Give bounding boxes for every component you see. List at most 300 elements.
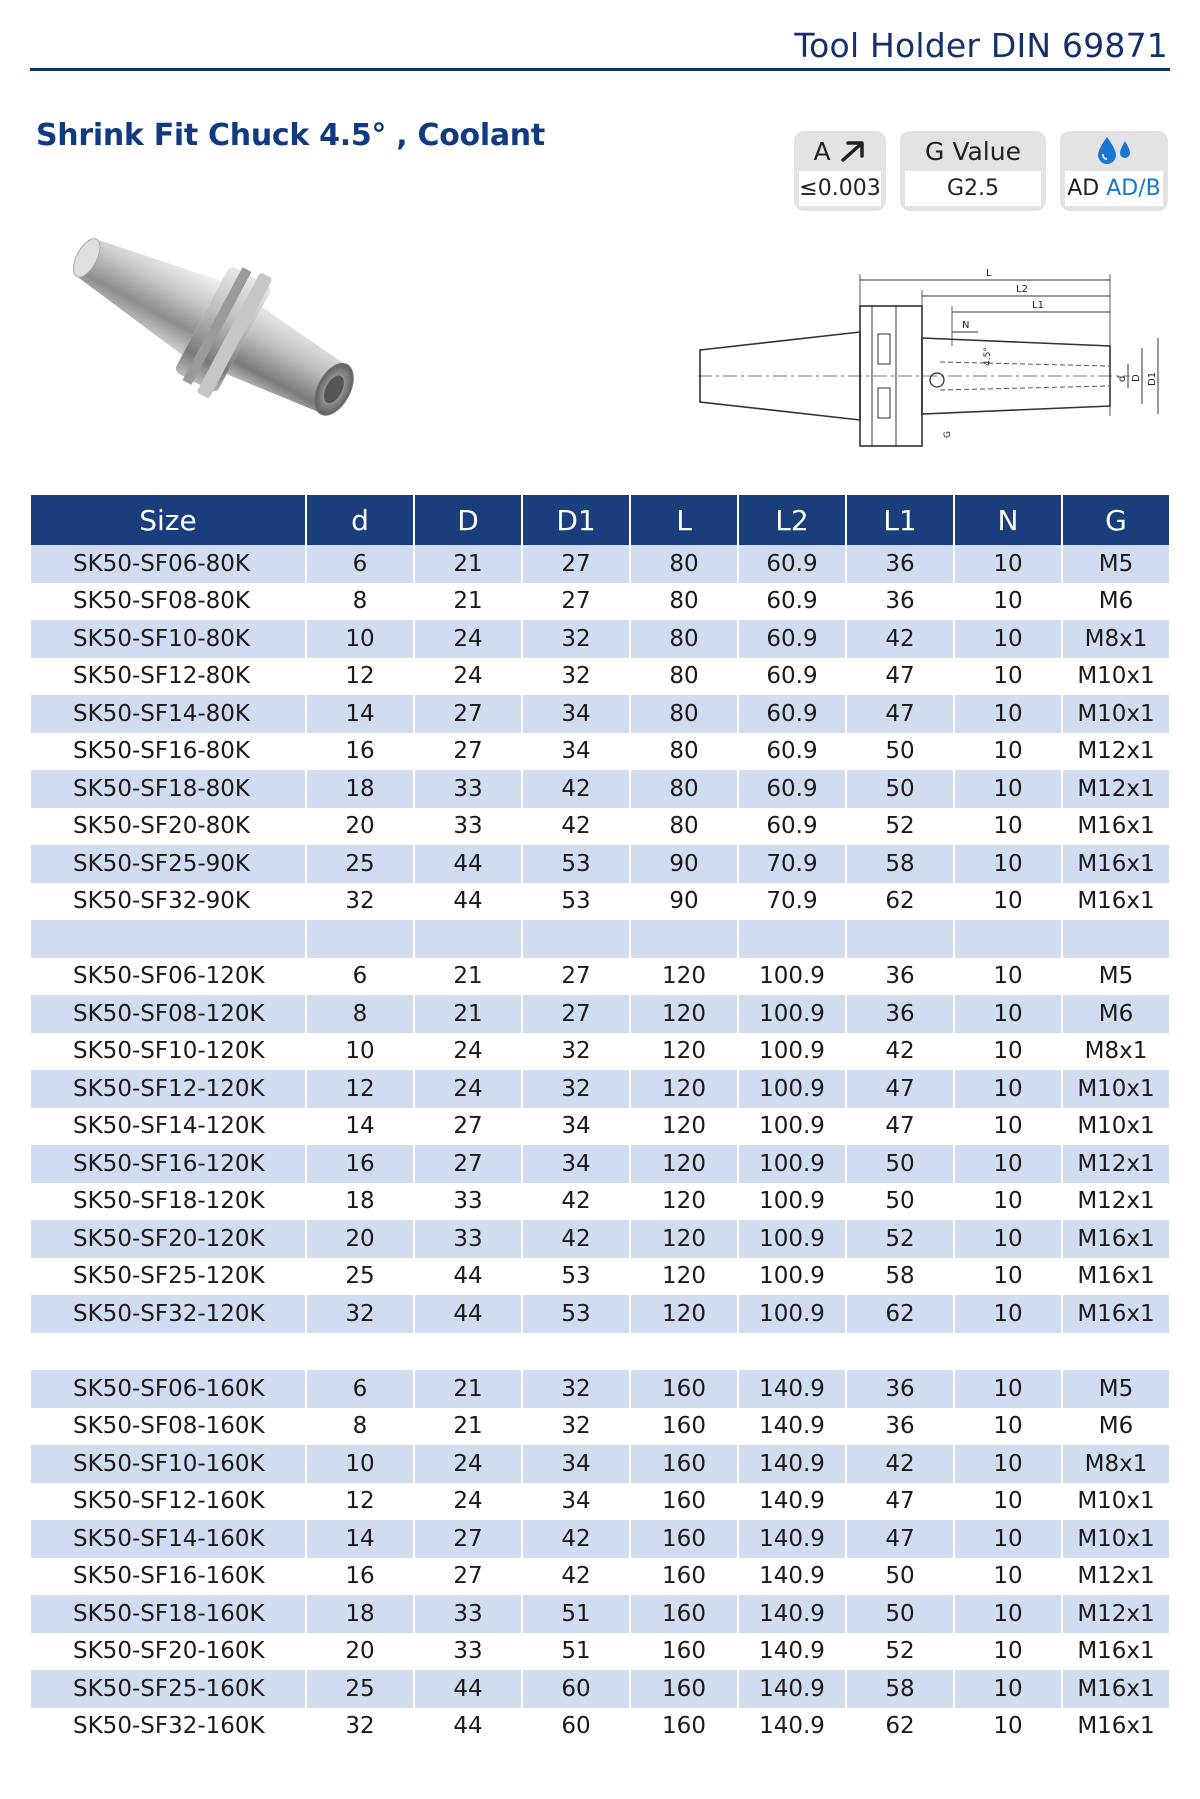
cell-size: SK50-SF18-80K <box>31 770 306 808</box>
cell-L1: 47 <box>846 1108 954 1146</box>
table-row <box>31 1183 1169 1221</box>
cell-G: M16x1 <box>1062 1633 1169 1671</box>
cell-G: M16x1 <box>1062 883 1169 921</box>
cell-L: 160 <box>630 1708 738 1746</box>
cell-L1: 52 <box>846 1633 954 1671</box>
cell-d: 6 <box>306 545 414 583</box>
cell-d: 18 <box>306 1183 414 1221</box>
cell-L2 <box>738 920 846 958</box>
cell-L: 160 <box>630 1633 738 1671</box>
cell-size: SK50-SF06-160K <box>31 1370 306 1408</box>
cell-G: M5 <box>1062 545 1169 583</box>
cell-size: SK50-SF20-160K <box>31 1633 306 1671</box>
cell-D: 27 <box>414 1558 522 1596</box>
cell-N: 10 <box>954 1370 1062 1408</box>
table-header-row <box>31 495 1169 545</box>
cell-D1: 32 <box>522 658 630 696</box>
cell-L2: 60.9 <box>738 545 846 583</box>
cell-N: 10 <box>954 695 1062 733</box>
cell-N: 10 <box>954 958 1062 996</box>
cell-size: SK50-SF14-160K <box>31 1520 306 1558</box>
cell-L1: 36 <box>846 1408 954 1446</box>
cell-D1: 53 <box>522 883 630 921</box>
cell-D1: 32 <box>522 1408 630 1446</box>
cell-D: 21 <box>414 995 522 1033</box>
cell-L2: 60.9 <box>738 770 846 808</box>
column-header-d: d <box>306 495 414 545</box>
runout-arrow-icon <box>839 139 867 163</box>
cell-L2: 100.9 <box>738 995 846 1033</box>
drawing-label-D: D <box>1131 374 1142 382</box>
cell-size: SK50-SF08-120K <box>31 995 306 1033</box>
cell-D1: 53 <box>522 1295 630 1333</box>
cell-size: SK50-SF20-80K <box>31 808 306 846</box>
cell-L1: 50 <box>846 1145 954 1183</box>
cell-G: M12x1 <box>1062 1183 1169 1221</box>
cell-d: 32 <box>306 1708 414 1746</box>
cell-L2: 140.9 <box>738 1633 846 1671</box>
cell-G: M10x1 <box>1062 1520 1169 1558</box>
cell-size: SK50-SF18-160K <box>31 1595 306 1633</box>
table-row <box>31 770 1169 808</box>
cell-L1: 58 <box>846 845 954 883</box>
cell-L2: 140.9 <box>738 1483 846 1521</box>
cell-G: M12x1 <box>1062 1595 1169 1633</box>
table-row <box>31 1070 1169 1108</box>
cell-L1: 50 <box>846 733 954 771</box>
cell-D1: 53 <box>522 845 630 883</box>
cell-L2: 140.9 <box>738 1708 846 1746</box>
cell-N: 10 <box>954 1445 1062 1483</box>
cell-d: 8 <box>306 995 414 1033</box>
cell-G <box>1062 920 1169 958</box>
column-header-D: D <box>414 495 522 545</box>
table-row <box>31 1220 1169 1258</box>
cell-N: 10 <box>954 1033 1062 1071</box>
cell-N: 10 <box>954 1520 1062 1558</box>
cell-D1: 32 <box>522 1033 630 1071</box>
drawing-label-N: N <box>962 320 970 331</box>
cell-L: 160 <box>630 1558 738 1596</box>
cell-L: 160 <box>630 1408 738 1446</box>
cell-D1: 34 <box>522 695 630 733</box>
cell-N: 10 <box>954 733 1062 771</box>
cell-D <box>414 1333 522 1371</box>
cell-size: SK50-SF12-80K <box>31 658 306 696</box>
cell-G: M8x1 <box>1062 620 1169 658</box>
cell-L2: 140.9 <box>738 1520 846 1558</box>
cell-D <box>414 920 522 958</box>
cell-L2: 60.9 <box>738 658 846 696</box>
table-row <box>31 1295 1169 1333</box>
cell-L: 160 <box>630 1670 738 1708</box>
cell-L1: 36 <box>846 1370 954 1408</box>
cell-G: M10x1 <box>1062 695 1169 733</box>
drawing-label-L2: L2 <box>1016 284 1028 295</box>
cell-L1: 52 <box>846 1220 954 1258</box>
cell-L: 120 <box>630 1070 738 1108</box>
cell-D: 44 <box>414 1295 522 1333</box>
cell-N: 10 <box>954 1558 1062 1596</box>
cell-size: SK50-SF32-90K <box>31 883 306 921</box>
table-row <box>31 1033 1169 1071</box>
cell-L2: 60.9 <box>738 695 846 733</box>
cell-D: 33 <box>414 1183 522 1221</box>
cell-N: 10 <box>954 1708 1062 1746</box>
cell-N: 10 <box>954 1183 1062 1221</box>
cell-L1: 47 <box>846 695 954 733</box>
balance-badge <box>900 131 1046 211</box>
cell-D: 27 <box>414 1145 522 1183</box>
cell-d: 14 <box>306 1520 414 1558</box>
cell-N <box>954 920 1062 958</box>
cell-G: M12x1 <box>1062 1558 1169 1596</box>
cell-L1: 36 <box>846 583 954 621</box>
cell-G: M8x1 <box>1062 1033 1169 1071</box>
cell-size: SK50-SF12-160K <box>31 1483 306 1521</box>
cell-L: 120 <box>630 958 738 996</box>
column-header-L2: L2 <box>738 495 846 545</box>
cell-N: 10 <box>954 1070 1062 1108</box>
table-row <box>31 1520 1169 1558</box>
cell-D1: 34 <box>522 1108 630 1146</box>
cell-D: 24 <box>414 658 522 696</box>
cell-L1: 47 <box>846 1483 954 1521</box>
table-row <box>31 583 1169 621</box>
cell-D1: 51 <box>522 1595 630 1633</box>
cell-N: 10 <box>954 1595 1062 1633</box>
table-row <box>31 920 1169 958</box>
cell-D: 44 <box>414 845 522 883</box>
cell-L1: 36 <box>846 995 954 1033</box>
table-row <box>31 620 1169 658</box>
cell-size: SK50-SF16-80K <box>31 733 306 771</box>
table-row <box>31 1370 1169 1408</box>
cell-size <box>31 1333 306 1371</box>
cell-size: SK50-SF10-80K <box>31 620 306 658</box>
cell-D: 24 <box>414 1483 522 1521</box>
table-row <box>31 883 1169 921</box>
cell-N: 10 <box>954 1483 1062 1521</box>
cell-G: M16x1 <box>1062 1220 1169 1258</box>
table-row <box>31 1558 1169 1596</box>
cell-D: 21 <box>414 545 522 583</box>
cell-L: 80 <box>630 733 738 771</box>
cell-D1: 34 <box>522 1145 630 1183</box>
cell-G: M6 <box>1062 1408 1169 1446</box>
cell-G <box>1062 1333 1169 1371</box>
cell-D1: 60 <box>522 1708 630 1746</box>
cell-size: SK50-SF06-80K <box>31 545 306 583</box>
cell-size: SK50-SF14-120K <box>31 1108 306 1146</box>
cell-D: 21 <box>414 583 522 621</box>
cell-L: 120 <box>630 1220 738 1258</box>
cell-D: 33 <box>414 1595 522 1633</box>
cell-L: 120 <box>630 1258 738 1296</box>
cell-D: 21 <box>414 958 522 996</box>
cell-D1: 42 <box>522 1558 630 1596</box>
cell-L1: 50 <box>846 1183 954 1221</box>
cell-d: 25 <box>306 1258 414 1296</box>
cell-L1: 52 <box>846 808 954 846</box>
cell-d: 12 <box>306 1070 414 1108</box>
table-row <box>31 845 1169 883</box>
cell-G: M16x1 <box>1062 1670 1169 1708</box>
cell-L <box>630 920 738 958</box>
cell-D1: 34 <box>522 1483 630 1521</box>
cell-D: 21 <box>414 1370 522 1408</box>
cell-D: 24 <box>414 1445 522 1483</box>
cell-D1: 42 <box>522 808 630 846</box>
cell-L2: 100.9 <box>738 1183 846 1221</box>
cell-d: 32 <box>306 883 414 921</box>
table-row <box>31 995 1169 1033</box>
cell-G: M10x1 <box>1062 1483 1169 1521</box>
coolant-badge <box>1060 131 1168 211</box>
cell-N: 10 <box>954 1295 1062 1333</box>
cell-D1: 27 <box>522 995 630 1033</box>
cell-size: SK50-SF16-120K <box>31 1145 306 1183</box>
cell-L2: 140.9 <box>738 1408 846 1446</box>
cell-d <box>306 920 414 958</box>
cell-N: 10 <box>954 1633 1062 1671</box>
cell-G: M12x1 <box>1062 733 1169 771</box>
cell-d: 20 <box>306 808 414 846</box>
cell-D1: 42 <box>522 1183 630 1221</box>
cell-L1: 58 <box>846 1670 954 1708</box>
cell-D: 33 <box>414 1220 522 1258</box>
cell-size <box>31 920 306 958</box>
cell-L1: 62 <box>846 1708 954 1746</box>
cell-D: 21 <box>414 1408 522 1446</box>
cell-D: 27 <box>414 1108 522 1146</box>
cell-N: 10 <box>954 1258 1062 1296</box>
cell-L2: 100.9 <box>738 1145 846 1183</box>
cell-L2: 100.9 <box>738 1258 846 1296</box>
cell-G: M5 <box>1062 1370 1169 1408</box>
coolant-value-ad: AD <box>1067 176 1100 201</box>
cell-D1 <box>522 1333 630 1371</box>
cell-L1: 50 <box>846 1595 954 1633</box>
cell-L1: 36 <box>846 545 954 583</box>
cell-N: 10 <box>954 545 1062 583</box>
cell-L2: 70.9 <box>738 883 846 921</box>
cell-L2: 100.9 <box>738 958 846 996</box>
table-row <box>31 1108 1169 1146</box>
drawing-label-D1: D1 <box>1147 371 1158 386</box>
cell-L2: 60.9 <box>738 620 846 658</box>
table-body <box>31 545 1169 1745</box>
cell-d <box>306 1333 414 1371</box>
runout-label: A <box>813 137 831 166</box>
cell-size: SK50-SF18-120K <box>31 1183 306 1221</box>
page-header-title: Tool Holder DIN 69871 <box>794 26 1168 65</box>
cell-d: 18 <box>306 1595 414 1633</box>
cell-L2: 60.9 <box>738 808 846 846</box>
cell-d: 10 <box>306 1445 414 1483</box>
cell-L2: 70.9 <box>738 845 846 883</box>
cell-L: 160 <box>630 1483 738 1521</box>
cell-G: M16x1 <box>1062 845 1169 883</box>
cell-L2: 100.9 <box>738 1220 846 1258</box>
cell-d: 10 <box>306 1033 414 1071</box>
cell-d: 8 <box>306 583 414 621</box>
cell-D1: 32 <box>522 620 630 658</box>
cell-L2: 140.9 <box>738 1445 846 1483</box>
cell-D: 24 <box>414 620 522 658</box>
table-row <box>31 1333 1169 1371</box>
table-row <box>31 1258 1169 1296</box>
cell-L: 80 <box>630 808 738 846</box>
cell-L: 80 <box>630 583 738 621</box>
cell-size: SK50-SF16-160K <box>31 1558 306 1596</box>
cell-N: 10 <box>954 583 1062 621</box>
cell-G: M16x1 <box>1062 1708 1169 1746</box>
cell-D1: 32 <box>522 1070 630 1108</box>
cell-D1: 32 <box>522 1370 630 1408</box>
cell-L1 <box>846 1333 954 1371</box>
technical-drawing <box>690 246 1170 476</box>
cell-L <box>630 1333 738 1371</box>
cell-N: 10 <box>954 845 1062 883</box>
table-row <box>31 1633 1169 1671</box>
cell-d: 10 <box>306 620 414 658</box>
product-photo <box>44 228 424 458</box>
cell-N <box>954 1333 1062 1371</box>
cell-L1: 42 <box>846 620 954 658</box>
cell-size: SK50-SF25-160K <box>31 1670 306 1708</box>
table-row <box>31 733 1169 771</box>
drawing-label-d: d <box>1117 375 1128 382</box>
cell-L2: 140.9 <box>738 1670 846 1708</box>
cell-L2: 100.9 <box>738 1070 846 1108</box>
cell-G: M16x1 <box>1062 808 1169 846</box>
cell-D1: 27 <box>522 583 630 621</box>
cell-G: M10x1 <box>1062 1108 1169 1146</box>
cell-D: 44 <box>414 1670 522 1708</box>
runout-value: ≤0.003 <box>799 171 881 206</box>
table-row <box>31 1445 1169 1483</box>
coolant-drops-icon <box>1094 135 1134 167</box>
cell-size: SK50-SF14-80K <box>31 695 306 733</box>
cell-D: 33 <box>414 770 522 808</box>
cell-N: 10 <box>954 1670 1062 1708</box>
column-header-size: Size <box>31 495 306 545</box>
cell-d: 25 <box>306 1670 414 1708</box>
table-row <box>31 808 1169 846</box>
cell-d: 12 <box>306 1483 414 1521</box>
cell-N: 10 <box>954 883 1062 921</box>
balance-value: G2.5 <box>905 171 1041 206</box>
cell-L: 120 <box>630 995 738 1033</box>
cell-D1: 53 <box>522 1258 630 1296</box>
cell-L2: 140.9 <box>738 1370 846 1408</box>
column-header-N: N <box>954 495 1062 545</box>
cell-N: 10 <box>954 658 1062 696</box>
cell-size: SK50-SF25-90K <box>31 845 306 883</box>
cell-L: 80 <box>630 545 738 583</box>
table-row <box>31 1408 1169 1446</box>
cell-d: 16 <box>306 733 414 771</box>
cell-L2: 60.9 <box>738 733 846 771</box>
table-row <box>31 1595 1169 1633</box>
cell-D: 27 <box>414 695 522 733</box>
cell-L: 120 <box>630 1108 738 1146</box>
cell-D1 <box>522 920 630 958</box>
cell-size: SK50-SF32-120K <box>31 1295 306 1333</box>
column-header-G: G <box>1062 495 1169 545</box>
cell-L: 80 <box>630 658 738 696</box>
cell-G: M16x1 <box>1062 1295 1169 1333</box>
cell-L2: 140.9 <box>738 1595 846 1633</box>
column-header-L: L <box>630 495 738 545</box>
cell-d: 6 <box>306 958 414 996</box>
cell-size: SK50-SF10-120K <box>31 1033 306 1071</box>
cell-D: 27 <box>414 733 522 771</box>
cell-G: M12x1 <box>1062 770 1169 808</box>
cell-L1: 47 <box>846 658 954 696</box>
table-row <box>31 1708 1169 1746</box>
table-row <box>31 1145 1169 1183</box>
cell-L2: 100.9 <box>738 1108 846 1146</box>
cell-size: SK50-SF10-160K <box>31 1445 306 1483</box>
cell-d: 16 <box>306 1558 414 1596</box>
cell-N: 10 <box>954 770 1062 808</box>
spec-table <box>31 495 1169 1745</box>
cell-size: SK50-SF06-120K <box>31 958 306 996</box>
cell-L1 <box>846 920 954 958</box>
cell-N: 10 <box>954 1220 1062 1258</box>
cell-G: M6 <box>1062 995 1169 1033</box>
cell-L1: 47 <box>846 1070 954 1108</box>
cell-L1: 50 <box>846 1558 954 1596</box>
cell-L1: 50 <box>846 770 954 808</box>
cell-L2 <box>738 1333 846 1371</box>
cell-D: 44 <box>414 883 522 921</box>
cell-size: SK50-SF25-120K <box>31 1258 306 1296</box>
cell-L: 120 <box>630 1145 738 1183</box>
cell-N: 10 <box>954 1145 1062 1183</box>
cell-D: 33 <box>414 808 522 846</box>
cell-L: 160 <box>630 1520 738 1558</box>
cell-N: 10 <box>954 995 1062 1033</box>
header-divider <box>30 68 1170 71</box>
cell-L1: 62 <box>846 883 954 921</box>
cell-L2: 100.9 <box>738 1033 846 1071</box>
cell-L: 160 <box>630 1370 738 1408</box>
cell-L: 120 <box>630 1183 738 1221</box>
cell-D1: 34 <box>522 1445 630 1483</box>
drawing-label-G: G <box>943 431 953 438</box>
cell-L2: 140.9 <box>738 1558 846 1596</box>
drawing-label-L1: L1 <box>1032 300 1044 311</box>
cell-D1: 42 <box>522 1220 630 1258</box>
drawing-label-L: L <box>986 268 992 279</box>
cell-D1: 60 <box>522 1670 630 1708</box>
product-title: Shrink Fit Chuck 4.5° , Coolant <box>36 118 545 153</box>
cell-d: 18 <box>306 770 414 808</box>
cell-size: SK50-SF12-120K <box>31 1070 306 1108</box>
cell-d: 20 <box>306 1220 414 1258</box>
cell-d: 14 <box>306 695 414 733</box>
cell-d: 25 <box>306 845 414 883</box>
table-row <box>31 695 1169 733</box>
cell-L2: 60.9 <box>738 583 846 621</box>
cell-d: 6 <box>306 1370 414 1408</box>
cell-d: 12 <box>306 658 414 696</box>
coolant-value-adb: AD/B <box>1106 176 1161 201</box>
cell-d: 32 <box>306 1295 414 1333</box>
